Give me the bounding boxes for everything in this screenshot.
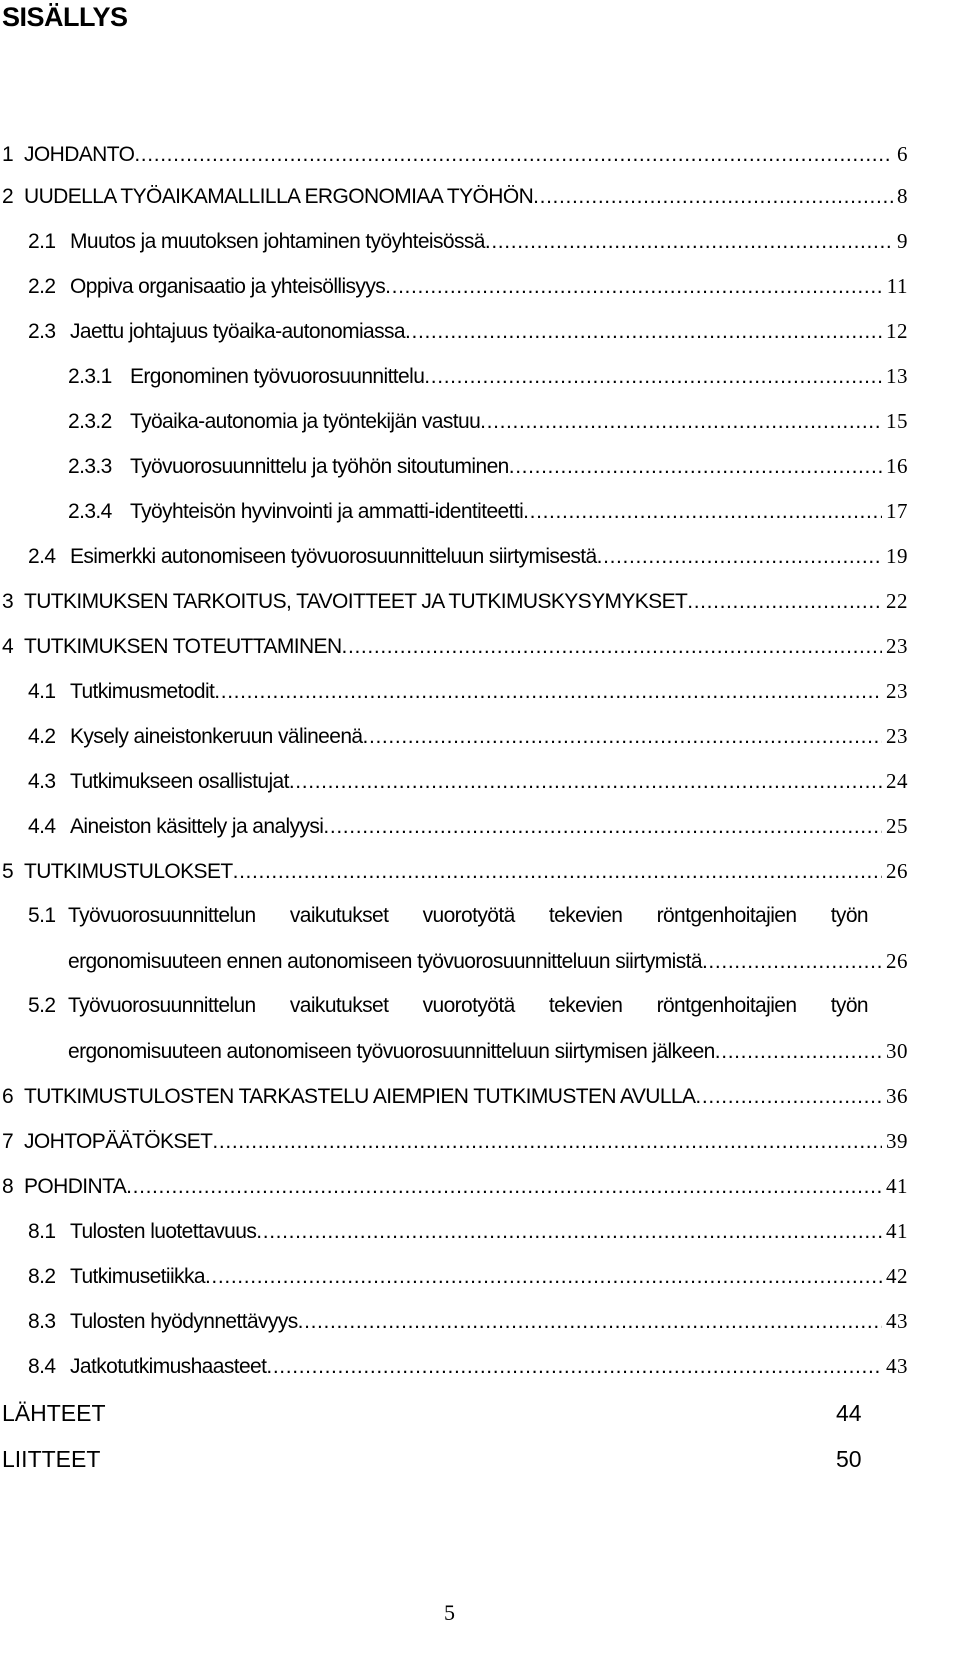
- toc-entry-number: 2.2: [28, 275, 56, 298]
- dot-leader: [424, 365, 882, 389]
- toc-entry-number: 1: [2, 143, 14, 166]
- toc-entry-wrapped[interactable]: [0, 994, 868, 1028]
- dot-leader: [363, 725, 883, 749]
- toc-entry-page: 16: [886, 454, 908, 478]
- toc-entry-title: ergonomisuuteen ennen autonomiseen työvuorosuunnitteluun siirtymistä: [68, 950, 702, 973]
- toc-entry-plain[interactable]: [2, 1400, 862, 1434]
- title-word: röntgenhoitajien: [656, 904, 797, 927]
- toc-entry-title: Muutos ja muutoksen johtaminen työyhteisössä: [70, 230, 485, 253]
- toc-entry-title: JOHTOPÄÄTÖKSET: [24, 1130, 213, 1153]
- dot-leader: [298, 1310, 882, 1334]
- title-word: vuorotyötä: [422, 994, 515, 1017]
- title-word: vaikutukset: [289, 904, 389, 927]
- toc-entry[interactable]: [0, 859, 908, 893]
- toc-entry[interactable]: [0, 949, 908, 983]
- toc-entry-number: 4.3: [28, 770, 56, 793]
- toc-entry-page: 6: [897, 142, 908, 166]
- toc-entry-number: 3: [2, 590, 14, 613]
- toc-entry[interactable]: [0, 499, 908, 533]
- toc-entry-title: Työvuorosuunnittelu ja työhön sitoutuminen: [130, 455, 509, 478]
- toc-entry-plain[interactable]: [2, 1446, 862, 1480]
- dot-leader: [385, 275, 883, 299]
- toc-entry-title: Kysely aineistonkeruun välineenä: [70, 725, 363, 748]
- toc-entry-page: 50: [836, 1446, 862, 1472]
- toc-entry-page: 26: [886, 859, 908, 883]
- toc-entry-title: Työyhteisön hyvinvointi ja ammatti-identiteetti: [130, 500, 524, 523]
- title-word: röntgenhoitajien: [656, 994, 797, 1017]
- toc-entry-page: 42: [886, 1264, 908, 1288]
- toc-entry[interactable]: [0, 274, 908, 308]
- toc-entry[interactable]: [0, 1039, 908, 1073]
- toc-entry-page: 23: [886, 634, 908, 658]
- toc-entry-title: TUTKIMUSTULOSTEN TARKASTELU AIEMPIEN TUTKIMUSTEN AVULLA: [24, 1085, 696, 1108]
- dot-leader: [695, 1085, 882, 1109]
- dot-leader: [687, 590, 882, 614]
- toc-entry-title: Jaettu johtajuus työaika-autonomiassa: [70, 320, 406, 343]
- title-word: vuorotyötä: [422, 904, 515, 927]
- toc-entry[interactable]: [0, 229, 908, 263]
- toc-entry[interactable]: [0, 1309, 908, 1343]
- dot-leader: [266, 1355, 882, 1379]
- toc-entry-title: [68, 904, 868, 928]
- toc-entry[interactable]: [0, 1219, 908, 1253]
- toc-entry-number: 8.1: [28, 1220, 56, 1243]
- toc-entry[interactable]: [0, 634, 908, 668]
- toc-entry-title: Tutkimusmetodit: [70, 680, 215, 703]
- title-word: vaikutukset: [289, 994, 389, 1017]
- toc-entry-title: Tulosten luotettavuus: [70, 1220, 257, 1243]
- toc-entry-title: TUTKIMUSTULOKSET: [24, 860, 233, 883]
- dot-leader: [233, 860, 882, 884]
- title-word: Työvuorosuunnittelun: [68, 994, 256, 1017]
- toc-entry-page: 23: [886, 724, 908, 748]
- toc-entry-page: 30: [886, 1039, 908, 1063]
- toc-entry-page: 43: [886, 1309, 908, 1333]
- toc-entry-page: 8: [897, 184, 908, 208]
- toc-entry-title: JOHDANTO: [24, 143, 135, 166]
- toc-entry-page: 44: [836, 1400, 862, 1426]
- toc-entry-title: Tulosten hyödynnettävyys: [70, 1310, 298, 1333]
- dot-leader: [509, 455, 882, 479]
- toc-entry-page: 41: [886, 1174, 908, 1198]
- toc-entry[interactable]: [0, 364, 908, 398]
- toc-entry-number: 5.2: [28, 994, 56, 1017]
- toc-entry-page: 25: [886, 814, 908, 838]
- toc-entry[interactable]: [0, 184, 908, 218]
- dot-leader: [256, 1220, 882, 1244]
- page-number: 5: [444, 1600, 455, 1625]
- toc-entry[interactable]: [0, 1264, 908, 1298]
- title-word: työn: [830, 994, 868, 1017]
- toc-entry-title: UUDELLA TYÖAIKAMALLILLA ERGONOMIAA TYÖHÖN: [24, 185, 534, 208]
- toc-entry-number: 8: [2, 1175, 14, 1198]
- toc-entry-number: 4.1: [28, 680, 56, 703]
- toc-entry-page: 26: [886, 949, 908, 973]
- dot-leader: [523, 500, 882, 524]
- toc-entry-wrapped[interactable]: [0, 904, 868, 938]
- dot-leader: [702, 950, 882, 974]
- toc-entry[interactable]: [0, 409, 908, 443]
- toc-entry-title: [68, 994, 868, 1018]
- toc-entry-number: 5: [2, 860, 14, 883]
- toc-entry-number: 4: [2, 635, 14, 658]
- dot-leader: [342, 635, 882, 659]
- toc-entry-number: 2.3.3: [68, 455, 112, 478]
- dot-leader: [214, 680, 882, 704]
- dot-leader: [533, 185, 893, 209]
- dot-leader: [715, 1040, 882, 1064]
- toc-entry-title: Oppiva organisaatio ja yhteisöllisyys: [70, 275, 386, 298]
- toc-entry-page: 41: [886, 1219, 908, 1243]
- toc-entry-page: 11: [886, 274, 908, 298]
- toc-entry-title: ergonomisuuteen autonomiseen työvuorosuunnitteluun siirtymisen jälkeen: [68, 1040, 715, 1063]
- toc-entry-number: 2.3.4: [68, 500, 112, 523]
- toc-entry-title: TUTKIMUKSEN TOTEUTTAMINEN: [24, 635, 342, 658]
- toc-entry-number: 8.3: [28, 1310, 56, 1333]
- title-word: tekevien: [548, 904, 623, 927]
- toc-entry-title: Työaika-autonomia ja työntekijän vastuu: [130, 410, 481, 433]
- toc-entry-number: 8.4: [28, 1355, 56, 1378]
- toc-entry[interactable]: [0, 1084, 908, 1118]
- dot-leader: [134, 143, 893, 167]
- toc-entry[interactable]: [0, 814, 908, 848]
- dot-leader: [485, 230, 893, 254]
- toc-entry-number: 5.1: [28, 904, 56, 927]
- toc-heading: SISÄLLYS: [2, 2, 128, 32]
- toc-entry[interactable]: [0, 1354, 908, 1388]
- toc-entry-number: 2.3: [28, 320, 56, 343]
- toc-entry[interactable]: [0, 1174, 908, 1208]
- toc-entry[interactable]: [0, 319, 908, 353]
- toc-entry[interactable]: [0, 142, 908, 176]
- toc-entry[interactable]: [0, 769, 908, 803]
- toc-entry[interactable]: [0, 1129, 908, 1163]
- toc-entry-title: Tutkimusetiikka: [70, 1265, 205, 1288]
- toc-entry-number: 4.2: [28, 725, 56, 748]
- toc-entry-page: 17: [886, 499, 908, 523]
- toc-entry-title: TUTKIMUKSEN TARKOITUS, TAVOITTEET JA TUTKIMUSKYSYMYKSET: [24, 590, 688, 613]
- toc-entry-page: 15: [886, 409, 908, 433]
- toc-entry-title: POHDINTA: [24, 1175, 127, 1198]
- dot-leader: [323, 815, 882, 839]
- dot-leader: [597, 545, 882, 569]
- toc-entry-title: Ergonominen työvuorosuunnittelu: [130, 365, 425, 388]
- toc-entry-title: Aineiston käsittely ja analyysi: [70, 815, 324, 838]
- toc-entry-number: 8.2: [28, 1265, 56, 1288]
- toc-entry-page: 9: [897, 229, 908, 253]
- toc-entry-title: LÄHTEET: [2, 1400, 106, 1426]
- dot-leader: [289, 770, 882, 794]
- toc-entry-page: 39: [886, 1129, 908, 1153]
- toc-entry-page: 22: [886, 589, 908, 613]
- toc-entry-page: 24: [886, 769, 908, 793]
- toc-entry-title: Jatkotutkimushaasteet: [70, 1355, 267, 1378]
- toc-entry-number: 7: [2, 1130, 14, 1153]
- toc-entry-page: 36: [886, 1084, 908, 1108]
- title-word: tekevien: [548, 994, 623, 1017]
- toc-entry-page: 19: [886, 544, 908, 568]
- toc-entry-title: Tutkimukseen osallistujat: [70, 770, 289, 793]
- toc-entry-title: LIITTEET: [2, 1446, 101, 1472]
- toc-entry-number: 2.4: [28, 545, 56, 568]
- toc-entry[interactable]: [0, 544, 908, 578]
- toc-entry-number: 2: [2, 185, 14, 208]
- toc-entry-number: 2.3.2: [68, 410, 112, 433]
- toc-entry-title: Esimerkki autonomiseen työvuorosuunnitteluun siirtymisestä: [70, 545, 597, 568]
- toc-entry[interactable]: [0, 454, 908, 488]
- toc-entry-page: 13: [886, 364, 908, 388]
- dot-leader: [212, 1130, 882, 1154]
- toc-entry-number: 4.4: [28, 815, 56, 838]
- toc-entry-page: 23: [886, 679, 908, 703]
- title-word: Työvuorosuunnittelun: [68, 904, 256, 927]
- toc-entry-number: 2.1: [28, 230, 56, 253]
- toc-entry[interactable]: [0, 724, 908, 758]
- toc-entry[interactable]: [0, 589, 908, 623]
- dot-leader: [480, 410, 882, 434]
- dot-leader: [405, 320, 882, 344]
- toc-entry-number: 6: [2, 1085, 14, 1108]
- dot-leader: [126, 1175, 882, 1199]
- dot-leader: [205, 1265, 882, 1289]
- toc-entry[interactable]: [0, 679, 908, 713]
- toc-entry-number: 2.3.1: [68, 365, 112, 388]
- title-word: työn: [830, 904, 868, 927]
- toc-entry-page: 43: [886, 1354, 908, 1378]
- toc-entry-page: 12: [886, 319, 908, 343]
